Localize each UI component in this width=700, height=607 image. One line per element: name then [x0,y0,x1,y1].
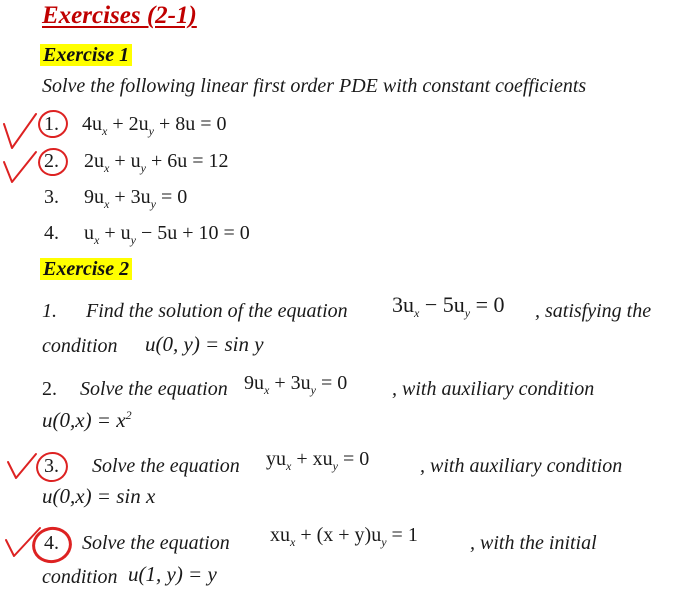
ex2-item-text-after: , with auxiliary condition [392,378,595,400]
ex2-item-condition: u(1, y) = y [128,562,217,586]
ex1-item-equation: $u_x + u_y - 5u + 10 = 0$ [84,222,250,247]
ex1-item-number: 1. [44,113,59,135]
ex2-item-text-after: , satisfying the [535,300,652,322]
ex1-item-number: 3. [44,186,59,208]
checkmark-icon [6,452,46,482]
page-title: Exercises (2-1) [42,2,197,29]
ex1-item-equation: $9u_x + 3u_y = 0$ [84,186,188,211]
ex1-item-number: 4. [44,222,59,244]
ex1-item-equation: $2u_x + u_y + 6u = 12$ [84,150,229,175]
ex2-item-condition: u(0, y) = sin y [145,332,264,356]
ex1-item-number: 2. [44,150,59,172]
ex2-item-number: 3. [44,455,59,477]
ex2-item-text: Solve the equation [82,532,230,554]
ex2-item-text: Find the solution of the equation [86,300,348,322]
ex2-item-equation: $9u_x + 3u_y = 0$ [244,372,348,397]
ex2-item-equation: $yu_x + xu_y = 0$ [266,448,370,473]
checkmark-icon [4,526,48,560]
ex1-item-equation: $4u_x + 2u_y + 8u = 0$ [82,113,227,138]
ex2-item-equation: $xu_x + (x + y)u_y = 1$ [270,524,418,549]
checkmark-icon [2,150,42,186]
ex2-item-condition: $u(0,x) = x^2$ [42,408,132,432]
ex2-item-text: Solve the equation [92,455,240,477]
checkmark-icon [2,112,42,152]
ex2-item-text-after: , with auxiliary condition [420,455,623,477]
ex2-item-text-after: , with the initial [470,532,597,554]
exercise-2-heading: Exercise 2 [40,256,132,282]
ex2-item-number: 1. [42,300,57,322]
ex2-item-condition: u(0,x) = sin x [42,484,156,508]
exercise-1-heading: Exercise 1 [40,42,132,68]
ex2-item-number: 4. [44,532,59,554]
ex2-item-text-line2: condition [42,566,118,588]
ex2-item-text-line2: condition [42,335,118,357]
ex2-item-text: Solve the equation [80,378,228,400]
ex2-item-equation: $3u_x - 5u_y = 0$ [392,292,505,320]
exercise-1-instruction: Solve the following linear first order PDE with constant coefficients [42,75,587,97]
ex2-item-number: 2. [42,378,57,400]
